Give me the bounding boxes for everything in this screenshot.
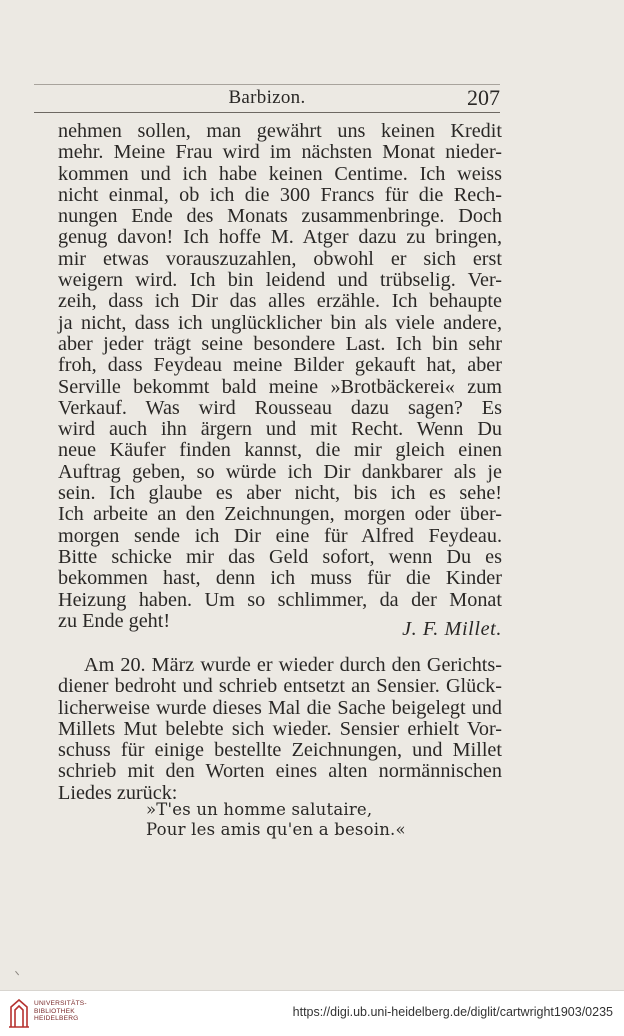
text-line: schrieb mit den Worten eines alten normännischen [58, 760, 502, 783]
text-line: wird auch ihn ärgern und mit Recht. Wenn Du [58, 418, 502, 441]
text-line: nicht einmal, ob ich die 300 Francs für die Rech- [58, 183, 502, 206]
narrative-paragraph [58, 655, 502, 804]
text-line: kommen und ich habe keinen Centime. Ich weiss [58, 162, 502, 185]
letter-closing-row [58, 611, 502, 641]
text-line: Verkauf. Was wird Rousseau dazu sagen? Es [58, 396, 502, 419]
text-line: Bitte schicke mir das Geld sofort, wenn Du es [58, 545, 502, 568]
library-name-line-3: HEIDELBERG [34, 1015, 79, 1023]
header-top-rule [34, 84, 500, 85]
running-header [34, 84, 500, 114]
text-line: Am 20. März wurde er wieder durch den Gerichts- [84, 654, 502, 676]
text-line: bekommen hast, denn ich muss für die Kinder [58, 567, 502, 590]
text-line: Heizung haben. Um so schlimmer, da der Monat [58, 588, 502, 611]
text-line: neue Käufer finden kannst, die mir gleich einen [58, 439, 502, 462]
text-line: Auftrag geben, so würde ich Dir dankbarer als je [58, 460, 502, 483]
text-line: Ich arbeite an den Zeichnungen, morgen oder über- [58, 503, 502, 526]
text-line: froh, dass Feydeau meine Bilder gekauft hat, aber [58, 354, 502, 377]
text-line: schuss für einige bestellte Zeichnungen, und Millet [58, 739, 502, 762]
text-line: licherweise wurde dieses Mal die Sache beigelegt und [58, 696, 502, 719]
text-line: nungen Ende des Monats zusammenbringe. Doch [58, 205, 502, 228]
text-line: nehmen sollen, man gewährt uns keinen Kredit [58, 120, 502, 142]
permalink-url[interactable]: https://digi.ub.uni-heidelberg.de/diglit/cartwright1903/0235 [292, 1005, 613, 1019]
text-line: sein. Ich glaube es aber nicht, bis ich es sehe! [58, 482, 502, 505]
text-line: diener bedroht und schrieb entsetzt an Sensier. Glück- [58, 675, 502, 698]
library-name-line-2: BIBLIOTHEK [34, 1007, 75, 1015]
text-line: mir etwas vorauszuzahlen, obwohl er sich erst [58, 247, 502, 270]
scan-mark [15, 968, 23, 976]
viewer-footer [0, 990, 624, 1036]
text-line: ja nicht, dass ich unglücklicher bin als viele andere, [58, 311, 502, 334]
library-name[interactable] [34, 1000, 87, 1023]
running-title: Barbizon. [228, 87, 306, 108]
text-line: morgen sende ich Dir eine für Alfred Feydeau. [58, 524, 502, 547]
text-line: weigern wird. Ich bin leidend und trübselig. Ver- [58, 269, 502, 292]
text-line: aber jeder trägt seine besondere Last. Ich bin sehr [58, 332, 502, 355]
text-line: mehr. Meine Frau wird im nächsten Monat nieder- [58, 141, 502, 164]
letter-text [58, 121, 502, 641]
header-bottom-rule [34, 112, 500, 113]
letter-signature: J. F. Millet. [402, 617, 502, 640]
verse-line-1: »T'es un homme salutaire, [146, 800, 373, 819]
library-logo-icon[interactable] [8, 997, 30, 1029]
letter-closing: zu Ende geht! [58, 609, 171, 632]
page-number: 207 [467, 85, 500, 110]
text-line: Serville bekommt bald meine »Brotbäckerei« zum [58, 375, 502, 398]
library-name-line-1: UNIVERSITÄTS- [34, 1000, 87, 1007]
verse-line-2: Pour les amis qu'en a besoin.« [146, 819, 406, 839]
text-line: Liedes zurück: [58, 781, 178, 804]
text-line: Millets Mut belebte sich wieder. Sensier erhielt Vor- [58, 717, 502, 740]
text-line: zeih, dass ich Dir das alles erzähle. Ich behaupte [58, 290, 502, 313]
verse-quote [146, 800, 406, 839]
text-line: genug davon! Ich hoffe M. Atger dazu zu bringen, [58, 226, 502, 249]
